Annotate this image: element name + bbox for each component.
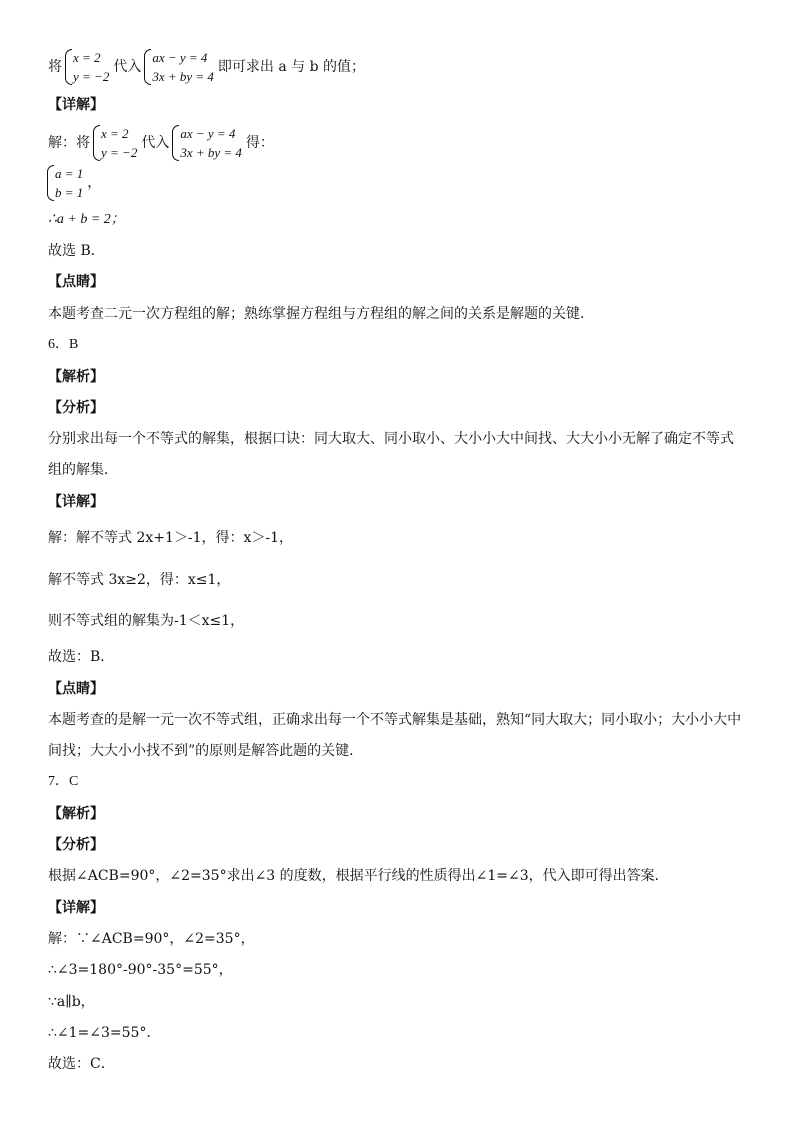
line-analysis-2: 组的解集． xyxy=(48,462,118,478)
line-angle3: ∴∠3=180°-90°-35°=55°， xyxy=(48,962,233,978)
eq: ax − y = 4 xyxy=(180,126,236,141)
line-comment-1: 本题考查的是解一元一次不等式组，正确求出每一个不等式解集是基础，熟知“同大取大；同小取小；大小小大中 xyxy=(48,712,742,728)
line-comment: 本题考查二元一次方程组的解；熟练掌握方程组与方程组的解之间的关系是解题的关键． xyxy=(48,306,594,322)
system-xy xyxy=(92,124,137,162)
eq: x = 2 xyxy=(101,126,129,141)
eq: b = 1 xyxy=(55,185,84,200)
question-7-answer: 7．C xyxy=(48,774,79,789)
line-analysis: 根据∠ACB=90°，∠2=35°求出∠3 的度数，根据平行线的性质得出∠1=∠3，代入即可得出答案． xyxy=(48,868,669,884)
eq: y = −2 xyxy=(73,69,110,84)
system-xy xyxy=(64,48,109,86)
line-result-system xyxy=(46,164,101,202)
text: 得： xyxy=(245,135,274,151)
eq: x = 2 xyxy=(73,50,101,65)
line-analysis-1: 分别求出每一个不等式的解集，根据口诀：同大取大、同小取小、大小小大中间找、大大小小无解了确定不等式 xyxy=(48,431,734,447)
line-inequality-1: 解：解不等式 2x+1＞-1，得：x＞-1， xyxy=(48,530,294,546)
text: 代入 xyxy=(141,135,170,151)
heading-analysis: 【解析】 xyxy=(48,369,104,385)
heading-detail: 【详解】 xyxy=(48,494,104,510)
eq: ax − y = 4 xyxy=(152,50,208,65)
line-sum: ∴a + b = 2； xyxy=(48,212,125,227)
line-solution-set: 则不等式组的解集为-1＜x≤1， xyxy=(48,613,245,629)
text: 解：将 xyxy=(48,135,90,151)
heading-detail: 【详解】 xyxy=(48,97,104,113)
line-choice: 故选 B． xyxy=(48,243,105,259)
heading-detail: 【详解】 xyxy=(48,900,104,916)
text: 将 xyxy=(48,59,62,75)
line-comment-2: 间找；大大小小找不到”的原则是解答此题的关键． xyxy=(48,743,364,759)
heading-comment: 【点睛】 xyxy=(48,681,104,697)
eq: 3x + by = 4 xyxy=(180,145,242,160)
line-choice: 故选：C． xyxy=(48,1056,115,1072)
system-ab xyxy=(143,48,214,86)
line-given: 解：∵∠ACB=90°，∠2=35°， xyxy=(48,931,255,947)
eq: a = 1 xyxy=(55,166,84,181)
question-6-answer: 6．B xyxy=(48,337,79,352)
text: ， xyxy=(87,175,102,191)
line-inequality-2: 解不等式 3x≥2，得：x≤1， xyxy=(48,572,231,588)
text: 代入 xyxy=(113,59,142,75)
heading-analysis: 【解析】 xyxy=(48,806,104,822)
heading-comment: 【点睛】 xyxy=(48,274,104,290)
eq: 3x + by = 4 xyxy=(152,69,214,84)
heading-fenxi: 【分析】 xyxy=(48,837,104,853)
line-parallel: ∵a∥b， xyxy=(48,994,95,1010)
system-ab xyxy=(171,124,242,162)
text: 即可求出 a 与 b 的值； xyxy=(217,59,366,75)
eq: y = −2 xyxy=(101,145,138,160)
line-substitute xyxy=(48,48,365,86)
line-solution xyxy=(48,124,274,162)
line-angle1: ∴∠1=∠3=55°． xyxy=(48,1025,161,1041)
heading-fenxi: 【分析】 xyxy=(48,400,104,416)
line-choice: 故选：B． xyxy=(48,649,115,665)
system-result xyxy=(46,164,83,202)
